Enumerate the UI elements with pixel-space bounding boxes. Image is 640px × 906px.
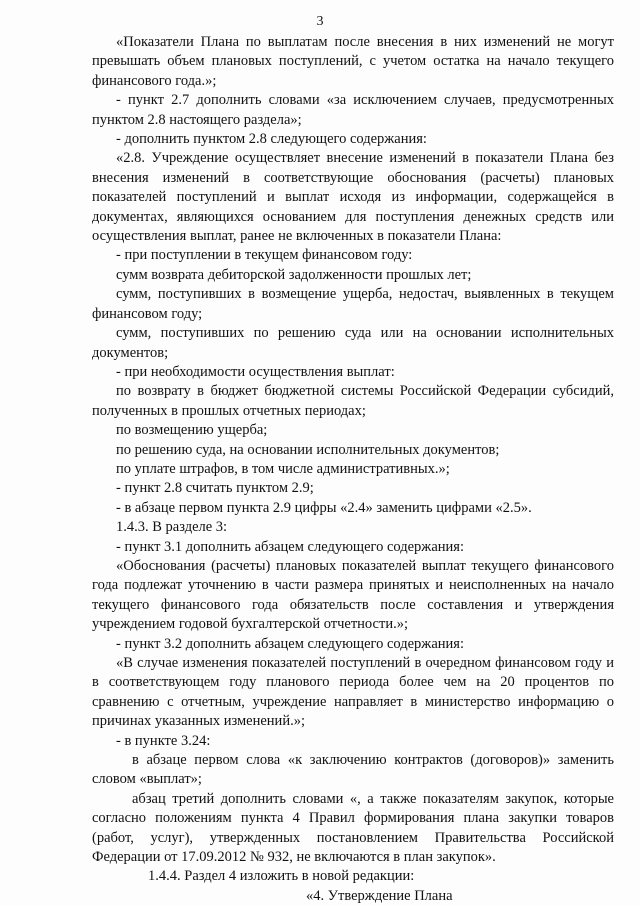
paragraph: 1.4.4. Раздел 4 изложить в новой редакции: xyxy=(148,868,415,885)
paragraph: абзац третий дополнить словами «, а также показателям закупок, которые согласно положениям пункта 4 Правил формирования плана закупки товаров (работ, услуг), утвержденных постановлением Правительства Российской Федерации от 17.09.2012 № 932, не включаются в план закупок». xyxy=(92,790,614,866)
paragraph: - при поступлении в текущем финансовом году: xyxy=(116,247,413,264)
paragraph: - при необходимости осуществления выплат: xyxy=(116,363,395,380)
paragraph: по возврату в бюджет бюджетной системы Российской Федерации субсидий, полученных в прошлых отчетных периодах; xyxy=(92,383,614,419)
paragraph: сумм возврата дебиторской задолженности прошлых лет; xyxy=(116,266,472,283)
paragraph: - пункт 2.8 считать пунктом 2.9; xyxy=(116,480,314,497)
paragraph: 1.4.3. В разделе 3: xyxy=(116,519,228,536)
page-number: 3 xyxy=(316,14,324,29)
paragraph: «Показатели Плана по выплатам после внесения в них изменений не могут превышать объем плановых поступлений, с учетом остатка на начало текущего финансового года.»; xyxy=(92,34,614,89)
paragraph: по возмещению ущерба; xyxy=(116,422,268,439)
paragraph: в абзаце первом слова «к заключению контрактов (договоров)» заменить словом «выплат»; xyxy=(92,752,614,788)
section-heading: «4. Утверждение Плана xyxy=(306,887,453,904)
paragraph: по уплате штрафов, в том числе административных.»; xyxy=(116,460,450,477)
paragraph: - пункт 2.7 дополнить словами «за исключением случаев, предусмотренных пунктом 2.8 настоящего раздела»; xyxy=(92,92,614,128)
paragraph: «В случае изменения показателей поступлений в очередном финансовом году и в соответствующем году планового периода более чем на 20 процентов по сравнению с отчетным, учреждение направляет в министерство информацию о причинах указанных изменений.»; xyxy=(92,655,614,730)
paragraph: сумм, поступивших в возмещение ущерба, недостач, выявленных в текущем финансовом году; xyxy=(92,286,614,322)
paragraph: сумм, поступивших по решению суда или на основании исполнительных документов; xyxy=(92,325,614,361)
paragraph: «2.8. Учреждение осуществляет внесение изменений в показатели Плана без внесения изменений в соответствующие обоснования (расчеты) плановых показателей поступлений и выплат исходя из информации, содержащейся в документах, являющихся основанием для поступления денежных средств или осуществления выплат, ранее не включенных в показатели Плана: xyxy=(92,150,614,245)
paragraph: - дополнить пунктом 2.8 следующего содержания: xyxy=(116,131,427,148)
paragraph: по решению суда, на основании исполнительных документов; xyxy=(116,441,500,458)
paragraph: - пункт 3.2 дополнить абзацем следующего содержания: xyxy=(116,635,464,652)
paragraph: - в пункте 3.24: xyxy=(116,732,211,749)
document-body xyxy=(92,33,614,906)
paragraph: - пункт 3.1 дополнить абзацем следующего содержания: xyxy=(116,538,464,555)
paragraph: «Обоснования (расчеты) плановых показателей выплат текущего финансового года подлежат уточнению в части размера принятых и неисполненных на начало текущего финансового года обязательств после составления и утверждения учреждением годовой бухгалтерской отчетности.»; xyxy=(92,557,614,633)
paragraph: - в абзаце первом пункта 2.9 цифры «2.4» заменить цифрами «2.5». xyxy=(116,499,532,516)
